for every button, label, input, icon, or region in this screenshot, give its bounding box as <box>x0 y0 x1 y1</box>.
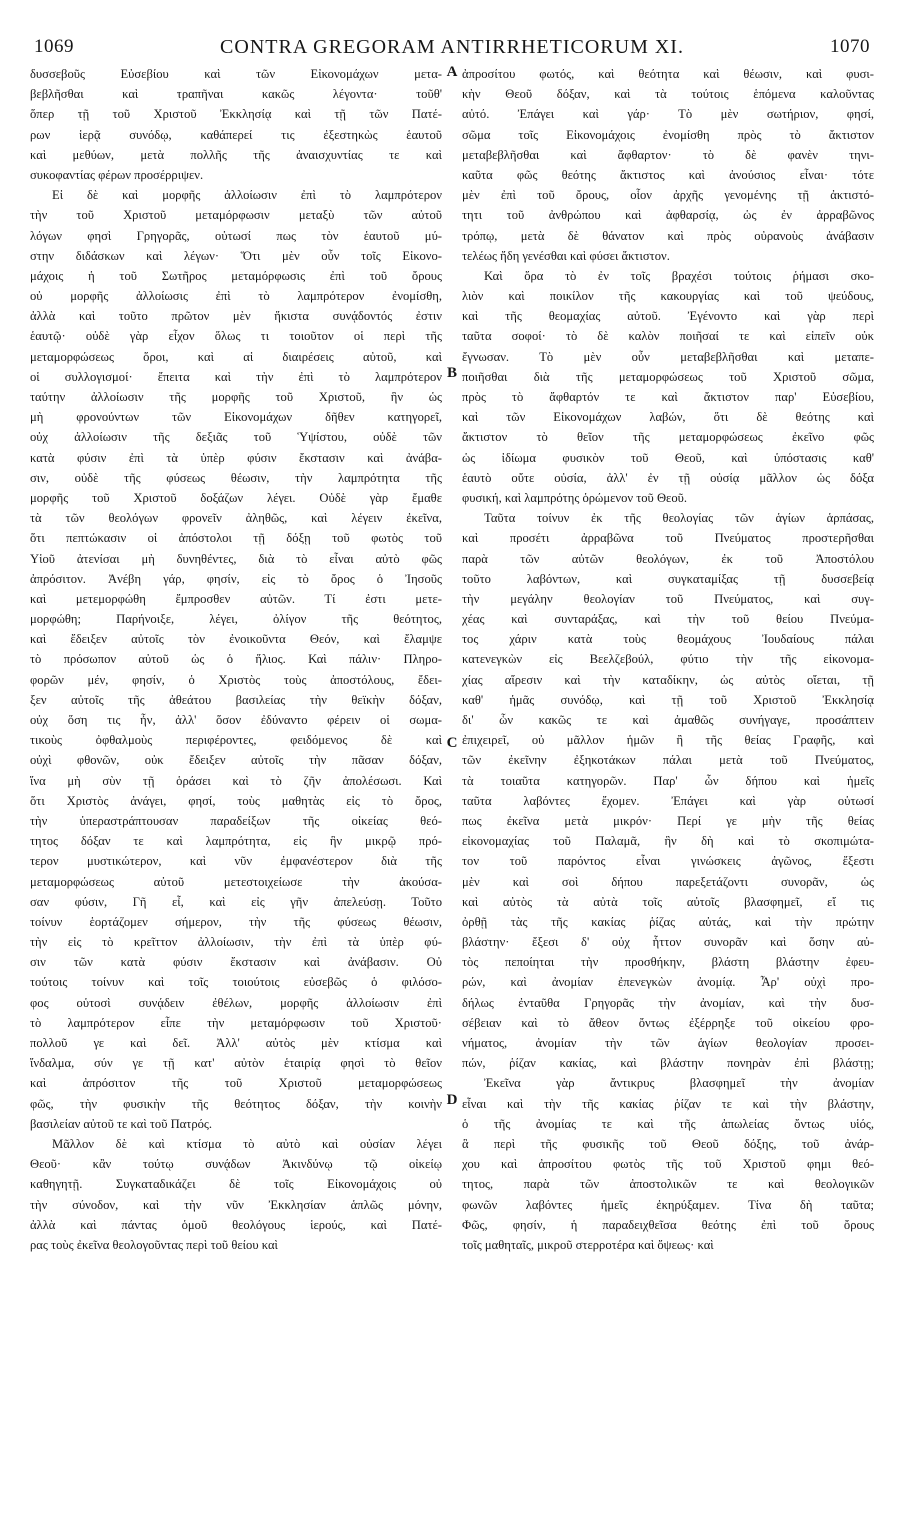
text-line: ὀρθῇ τὰς τῆς κακίας ῥίζας αὐτάς, καὶ τὴν πρώτην <box>462 914 874 929</box>
text-line: ὁ τῆς ἀνομίας τε καὶ τῆς ἀπωλείας ὄντως υἱός, <box>462 1116 874 1131</box>
text-line: καὶ ἔδειξεν αὐτοῖς τὸν ἐνοικοῦντα Θεόν, καὶ ἔλαμψε <box>30 632 442 647</box>
text-line: τητος δόξαν τε καὶ λαμπρότητα, εἰς ἣν μικρῷ πρό- <box>30 834 442 849</box>
text-line: τοίνυν ἑορτάζομεν σήμερον, τὴν τῆς φύσεως θέωσιν, <box>30 914 442 929</box>
text-line: σῶμα τοῖς Εἰκονομάχοις ἐνομίσθη πρὸς τὸ ἄκτιστον <box>462 127 874 142</box>
text-line: μεταμορφώσεως αὐτοῦ μετεστοιχείωσε τὴν ἀκούσα- <box>30 874 442 889</box>
text-line: φος οὑτοσὶ συνᾴδειν ἐθέλων, μορφῆς ἀλλοίωσιν ἐπὶ <box>30 995 442 1010</box>
text-line: ξεν αὐτοῖς τῆς ἀθεάτου βασιλείας τὴν θεϊκὴν δόξαν, <box>30 692 442 707</box>
text-line: ὡς ἰδίωμα φυσικὸν τοῦ Θεοῦ, καὶ ὑπόστασις καθ' <box>462 450 874 465</box>
text-line: χέας καὶ συνταράξας, καὶ τὴν τοῦ θείου Πνεύμα- <box>462 612 874 627</box>
text-line: τον τοῦ παρόντος εἶναι γινώσκεις ἀγῶνος, ἔξεστι <box>462 854 874 869</box>
text-line: τητος, παρὰ τῶν ἀποστολικῶν τε καὶ θεολογικῶν <box>462 1177 874 1192</box>
text-line: αὐτό. Ἐπάγει καὶ γάρ· Τὸ μὲν σωτήριον, φησί, <box>462 107 874 122</box>
text-line: νήματος, ἀνομίαν τὴν τῶν ἁγίων θεολογίαν προσει- <box>462 1036 874 1050</box>
text-line: οὐχὶ φθονῶν, οὐκ ἔδειξεν αὐτοῖς τὴν πᾶσαν δόξαν, <box>30 753 442 768</box>
text-line: ἔγνωσαν. Τὸ μὲν οὖν μεταβεβλῆσθαι καὶ μεταπε- <box>462 349 874 364</box>
text-line: ἵνα μὴ σὺν τῇ ὁράσει καὶ τὸ ζῆν ἀπολέσωσι. Καὶ <box>30 773 442 788</box>
text-line: Ταῦτα τοίνυν ἐκ τῆς θεολογίας τῶν ἁγίων ἁρπάσας, <box>484 511 874 526</box>
text-line: δι' ὧν κακῶς τε καὶ ἀμαθῶς συνήγαγε, προσάπτειν <box>462 713 874 727</box>
text-line: τὸ λαμπρότερον εἶπε τὴν μεταμόρφωσιν τοῦ Χριστοῦ· <box>30 1015 442 1030</box>
text-line: ἃ περὶ τῆς φυσικῆς τοῦ Θεοῦ δόξης, τοῦ ἀνάρ- <box>462 1136 874 1151</box>
text-line: λιὸν καὶ ποικίλον τῆς κακουργίας καὶ τοῦ ψεύδους, <box>462 289 874 304</box>
text-line: οὐχ ὅση τις ἦν, ἀλλ' ὅσον ἐδύναντο φέρειν οἱ σωμα- <box>30 713 442 727</box>
text-line: πολλοῦ γε καὶ δεῖ. Ἀλλ' αὐτὸς μὲν κτίσμα καὶ <box>30 1036 442 1050</box>
text-line: ἐπιχειρεῖ, οὐ μᾶλλον ἡμῶν ἢ τῆς θείας Γραφῆς, καὶ <box>462 733 874 748</box>
text-line: σέβειαν καὶ τὸ ἄθεον ὄντως ἐξέρρηξε τοῦ οἰκείου φρο- <box>462 1015 874 1030</box>
text-line: πως ἐκεῖνα μετὰ μικρόν· Περί γε μὴν τῆς θείας <box>462 813 874 828</box>
text-line: Ἐκεῖνα γὰρ ἄντικρυς βλασφημεῖ τὴν ἀνομίαν <box>484 1076 874 1091</box>
text-line: καὶ μετεμορφώθη ἔμπροσθεν αὐτῶν. Τί ἐστι μετε- <box>30 591 442 606</box>
page-header <box>34 30 870 64</box>
text-line: κατενεγκὼν εἰς Βεελζεβούλ, φύτιο τὴν τῆς εἰκονομα- <box>462 652 874 667</box>
text-line: οἱ συλλογισμοί· ἔπειτα καὶ τὴν ἐπὶ τὸ λαμπρότερον <box>30 369 442 384</box>
text-line: πρὸς τὸ ἄφθαρτόν τε καὶ ἄκτιστον παρ' Εὐσεβίου, <box>462 390 874 404</box>
text-line: τὴν μεγάλην θεολογίαν τοῦ Πνεύματος, καὶ συγ- <box>462 591 874 606</box>
text-line: καθ' ἡμᾶς συνόδῳ, καὶ τῇ τοῦ Χριστοῦ Ἐκκλησίᾳ <box>462 692 874 707</box>
text-line: καὶ μεθύων, μετὰ πολλῆς τῆς ἀναισχυντίας τε καὶ <box>30 147 442 162</box>
section-marker-c: C <box>446 735 458 751</box>
text-line: φῶς, τὴν φυσικὴν τῆς θεότητος δόξαν, τὴν κοινὴν <box>30 1096 442 1111</box>
text-line: Καὶ ὅρα τὸ ἐν τοῖς βραχέσι τούτοις ῥήμασι σκο- <box>484 268 874 283</box>
text-line: καὶ προσέτι ἀρραβῶνα τοῦ Πνεύματος προστερῆσθαι <box>462 531 874 546</box>
text-line: ἀλλὰ καὶ πάντας ὁμοῦ θεολόγους ἱερούς, καὶ Πατέ- <box>30 1217 442 1232</box>
running-title: CONTRA GREGORAM ANTIRRHETICORUM XI. <box>220 35 684 58</box>
text-line: ρας τοὺς ἐκεῖνα θεολογοῦντας περὶ τοῦ θείου καὶ <box>30 1237 278 1252</box>
text-line: τρόπῳ, μετὰ δὲ θάνατον καὶ πρὸς οὐρανοὺς ἀνάβασιν <box>462 228 874 243</box>
text-line: λόγων φησὶ Γρηγορᾶς, οὑτωσί πως τὸν ἑαυτοῦ μύ- <box>30 228 442 243</box>
text-line: σιν τῶν κατὰ φύσιν ἔκστασιν καὶ ἀνάβασιν. Οὐ <box>30 955 442 970</box>
text-line: τικοὺς ὀφθαλμοὺς περιφέροντες, φειδόμενος δὲ καὶ <box>30 733 442 748</box>
text-line: μάχοις ἡ τοῦ Σωτῆρος μεταμόρφωσις ἐπὶ τοῦ ὄρους <box>30 268 442 283</box>
right-page-number: 1070 <box>830 36 870 57</box>
text-line: φωνῶν λαβόντες ἡμεῖς ἐκηρύξαμεν. Τίνα δὴ ταῦτα; <box>462 1197 874 1212</box>
text-line: καὶ αὐτὸς τὰ αὐτὰ τοῖς αὐτοῖς βλασφημεῖ, εἴ τις <box>462 894 874 909</box>
text-line: ὅπερ τῇ τοῦ Χριστοῦ Ἐκκλησίᾳ καὶ τῇ τῶν Πατέ- <box>30 107 442 122</box>
text-line: φυσική, καὶ λαμπρότης ὁρώμενον τοῦ Θεοῦ. <box>462 490 688 505</box>
text-line: ταύτην ἀλλοίωσιν τῆς μορφῆς τοῦ Χριστοῦ, ἣν ὡς <box>30 390 442 404</box>
text-line: Θεοῦ· κἂν τούτῳ συνᾴδων Ἀκινδύνῳ τῷ οἰκείῳ <box>30 1157 442 1172</box>
text-line: χίας αἵρεσιν καὶ τὴν καταδίκην, ὡς αὐτὸς οἴεται, τῇ <box>462 672 874 687</box>
text-line: εἶναι καὶ τὴν τῆς κακίας ῥίζαν τε καὶ τὴν βλάστην, <box>462 1096 874 1111</box>
text-line: Εἰ δὲ καὶ μορφῆς ἀλλοίωσιν ἐπὶ τὸ λαμπρότερον <box>52 188 442 203</box>
text-line: εἰκονομαχίας τοῦ Παλαμᾶ, ἣν δὴ καὶ τὸ σκοπιμώτα- <box>462 834 874 849</box>
section-marker-d: D <box>446 1092 458 1108</box>
text-line: σαν φύσιν, Γῆ εἶ, καὶ εἰς γῆν ἀπελεύσῃ. Τοῦτο <box>30 894 442 909</box>
text-line: τὸ πρόσωπον αὐτοῦ ὡς ὁ ἥλιος. Καὶ πάλιν· Πληρο- <box>30 652 442 667</box>
text-line: καῦτα φῶς θεότης ἄκτιστος καὶ ἀνούσιος εἶναι· τότε <box>462 167 874 182</box>
text-line: δήλως ἐνταῦθα Γρηγορᾶς τὴν ἀνομίαν, καὶ τὴν δυσ- <box>462 995 874 1010</box>
text-line: ρων ἱερᾷ συνόδῳ, καθάπερεί τις ἐξεστηκὼς ἑαυτοῦ <box>30 127 442 142</box>
left-column <box>30 64 442 1534</box>
text-line: δυσσεβοῦς Εὐσεβίου καὶ τῶν Εἰκονομάχων μετα- <box>30 67 442 81</box>
text-line: ρών, καὶ ἀνομίαν ἐπενεγκὼν ἀνομίᾳ. Ἆρ' οὐχὶ προ- <box>462 975 874 990</box>
text-line: τὸς πεποίηται τὴν προσθήκην, βλάστη βλάστην ἐφευ- <box>462 955 874 970</box>
text-line: ἑαυτῷ· οὐδὲ γὰρ εἶχον ὅλως τι τοιοῦτον οἱ περὶ τῆς <box>30 329 442 344</box>
text-line: καὶ τῆς θεομαχίας αὐτοῦ. Ἐγένοντο καὶ γὰρ περὶ <box>462 309 874 324</box>
text-line: τὴν εἰς τὸ κρεῖττον ἀλλοίωσιν, τὴν ἐπὶ τὰ ὑπὲρ φύ- <box>30 935 442 950</box>
text-line: ταῦτα σοφοί· τὸ δὲ καλὸν ποιῆσαί τε καὶ εἰπεῖν οὐκ <box>462 329 874 344</box>
text-line: τελέως ἤδη γενέσθαι καὶ φύσει ἄκτιστον. <box>462 248 670 263</box>
text-line: μορφώθη; Παρήνοιξε, λέγει, ὀλίγον τῆς θεότητος, <box>30 612 442 627</box>
text-line: βλάστην· ἔξεσι δ' οὐχ ἧττον συνορᾶν καὶ ὅσην αὐ- <box>462 935 874 950</box>
text-line: πών, ῥίζαν κακίας, καὶ βλάστην πονηρὰν ἐπὶ βλάστῃ; <box>462 1056 874 1071</box>
text-line: ἀλλὰ καὶ τοῦτο πρῶτον μὲν ἥκιστα συνᾴδοντός ἐστιν <box>30 309 442 324</box>
text-line: χου καὶ ἀπροσίτου φωτὸς τῆς τοῦ Χριστοῦ φημι θεό- <box>462 1157 874 1172</box>
text-line: μὴ φρονούντων τῶν Εἰκονομάχων δῆθεν κατηγορεῖ, <box>30 410 442 425</box>
text-line: τὴν ὑπεραστράπτουσαν παραδείξων τῆς οἰκείας θεό- <box>30 813 442 828</box>
text-line: τοῖς μαθηταῖς, μικροῦ στερροτέρα καὶ ὄψεως· καὶ <box>462 1237 714 1252</box>
text-line: βεβλῆσθαι καὶ τραπῆναι κακῶς λέγοντα· τοῦθ' <box>30 87 442 102</box>
text-line: Φῶς, φησίν, ἡ παραδειχθεῖσα θεότης ἐπὶ τοῦ ὄρους <box>462 1217 874 1232</box>
text-line: κατὰ φύσιν ἐπὶ τὰ ὑπὲρ φύσιν ἔκστασιν καὶ ἀνάβα- <box>30 450 442 465</box>
text-line: ἀπρόσιτον. Ἀνέβη γάρ, φησίν, εἰς τὸ ὄρος ὁ Ἰησοῦς <box>30 571 442 586</box>
text-line: μὲν καὶ σοὶ δήπου παρεξετάζοντι συνορᾶν, ὡς <box>462 874 874 889</box>
text-line: ἄκτιστον τὸ θεῖον τῆς μεταμορφώσεως ἐκεῖνο φῶς <box>462 430 874 445</box>
text-line: οὐχ ἀλλοίωσιν τῆς δεξιᾶς τοῦ Ὑψίστου, οὐδὲ τῶν <box>30 430 442 445</box>
text-line: τητι τοῦ ἀνθρώπου καὶ ἀφθαρσίᾳ, ὡς ἐν ἀρραβῶνος <box>462 208 874 223</box>
text-line: οὐ μορφῆς ἀλλοίωσις ἐπὶ τὸ λαμπρότερον ἐνομίσθη, <box>30 289 442 304</box>
text-line: συκοφαντίας φέρων προσέρριψεν. <box>30 167 204 182</box>
text-line: βασιλείαν αὐτοῦ τε καὶ τοῦ Πατρός. <box>30 1116 213 1131</box>
section-marker-a: A <box>446 64 458 80</box>
text-line: τὴν τοῦ Χριστοῦ μεταμόρφωσιν μεταξὺ τῶν αὐτοῦ <box>30 208 442 223</box>
text-line: καθηγητῇ. Συγκαταδικάζει δὲ τοῖς Εἰκονομάχοις οὐ <box>30 1177 442 1192</box>
section-marker-b: B <box>446 365 457 381</box>
text-line: φορῶν μέν, φησίν, ὁ Χριστὸς τοὺς ἀποστόλους, ἔδει- <box>30 672 442 687</box>
text-line: ὅτι Χριστὸς ἀνάγει, φησί, τοὺς μαθητὰς εἰς τὸ ὄρος, <box>30 793 442 808</box>
right-column <box>462 64 874 1534</box>
text-line: τὴν σύνοδον, καὶ τὴν νῦν Ἐκκλησίαν ἁπλῶς μόνην, <box>30 1197 442 1212</box>
text-line: τος χάριν κατὰ τοὺς θεομάχους Ἰουδαίους πάλαι <box>462 632 874 647</box>
text-line: ταῦτα λαβόντες ἔχομεν. Ἐπάγει καὶ γὰρ οὑτωσί <box>462 793 874 808</box>
text-line: μὲν ἐπὶ τοῦ ὄρους, οἷον ἀρχῆς γενομένης τῇ ἀκτιστό- <box>462 188 874 203</box>
text-line: μεταμορφώσεως ὅροι, καὶ αἱ διαιρέσεις αὐτοῦ, καὶ <box>30 349 442 364</box>
text-line: παρὰ τῶν αὐτῶν θεολόγων, ἐκ τοῦ Ἀποστόλου <box>462 551 874 566</box>
text-line: στην διδάσκων καὶ λέγων· Ὅτι μὲν οὖν τοῖς Εἰκονο- <box>30 248 442 263</box>
text-line: τὰ τῶν θεολόγων φρονεῖν ἀληθῶς, καὶ λέγειν ἐκεῖνα, <box>30 511 442 526</box>
text-line: Μᾶλλον δὲ καὶ κτίσμα τὸ αὐτὸ καὶ οὐσίαν λέγει <box>52 1136 442 1151</box>
text-line: καὶ ἀπρόσιτον τῆς τοῦ Χριστοῦ μεταμορφώσεως <box>30 1076 442 1091</box>
text-line: τοῦτο λαβόντων, καὶ συγκαταμίξας τῇ δυσσεβείᾳ <box>462 571 874 586</box>
text-line: τούτοις τοίνυν καὶ τοῖς τοιούτοις εὐσεβῶς ὁ φιλόσο- <box>30 975 442 990</box>
text-line: μορφῆς τοῦ Χριστοῦ δοξάζων λέγει. Οὐδὲ γὰρ ἔμαθε <box>30 490 442 505</box>
text-line: τῶν ἐκεῖνην ἐξηκοτάκων πάλαι μετὰ τοῦ Πνεύματος, <box>462 753 874 768</box>
text-line: ὅτι πεπτώκασιν οἱ ἀπόστολοι τῇ δόξῃ τοῦ φωτὸς τοῦ <box>30 531 442 546</box>
text-line: κὴν Θεοῦ δόξαν, καὶ τὰ τούτοις ἑπόμενα καλοῦντας <box>462 87 874 102</box>
left-page-number: 1069 <box>34 36 74 57</box>
text-line: ἑαυτὸ οὔτε οὐσία, ἀλλ' ἐν τῇ οὐσίᾳ μᾶλλον ὡς δόξα <box>462 470 874 485</box>
text-line: Υἱοῦ ἀτενίσαι μὴ δυνηθέντες, διὰ τὸ εἶναι αὐτὸ φῶς <box>30 551 442 566</box>
text-line: μεταβεβλῆσθαι καὶ ἄφθαρτον· τὸ δὲ φανὲν τηνι- <box>462 147 874 162</box>
text-line: ἴνδαλμα, σύν γε τῇ κατ' αὐτὸν ἑταιρίᾳ φησὶ τὸ θεῖον <box>30 1056 442 1071</box>
text-line: τερον μυστικώτερον, καὶ νῦν ἐμφανέστερον διὰ τῆς <box>30 854 442 869</box>
text-line: ἀπροσίτου φωτός, καὶ θεότητα καὶ θέωσιν, καὶ φυσι- <box>462 67 874 81</box>
text-line: ποιῆσθαι διὰ τῆς μεταμορφώσεως τοῦ Χριστοῦ σῶμα, <box>462 369 874 384</box>
text-line: σιν, οὐδὲ τῆς φύσεως θέωσιν, τὴν λαμπρότητα τῆς <box>30 470 442 485</box>
text-line: τὰ τοιαῦτα κατηγορῶν. Παρ' ὧν δήπου καὶ ἡμεῖς <box>462 773 874 788</box>
text-line: καὶ τῶν Εἰκονομάχων λαβών, ὅτι δὲ θεότης καὶ <box>462 410 874 425</box>
